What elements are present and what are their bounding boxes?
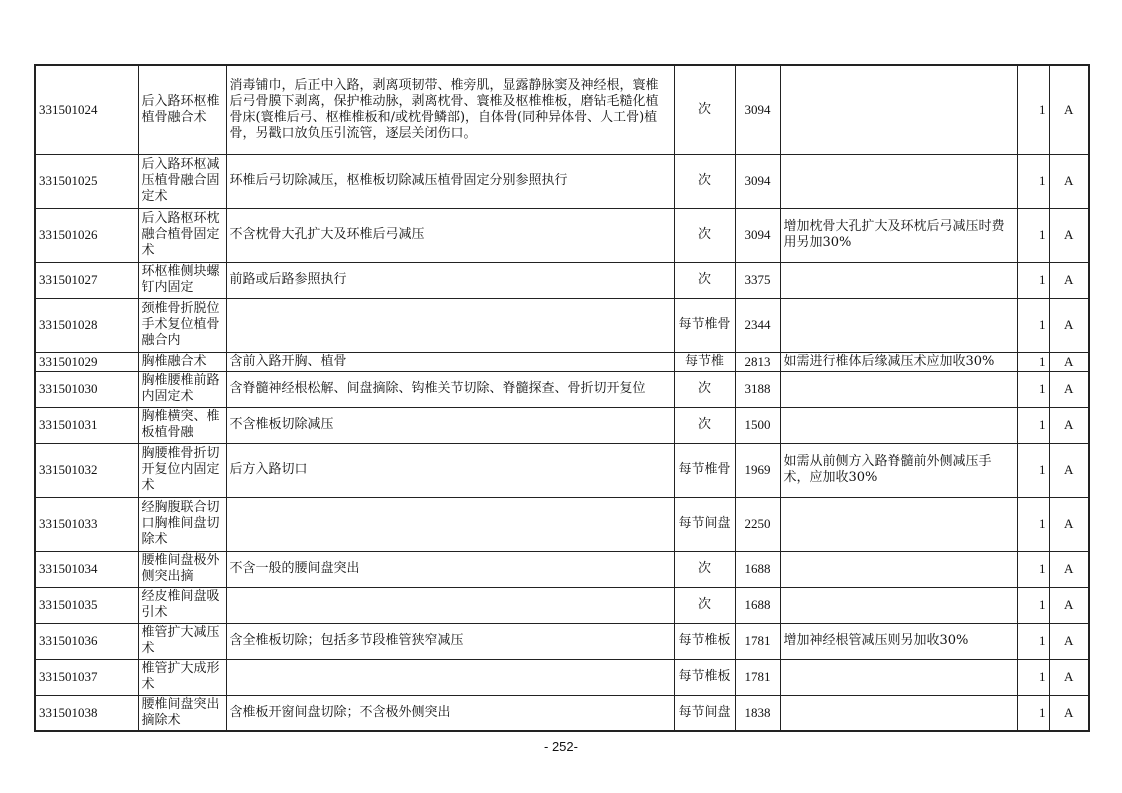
item-name: 腰椎间盘突出摘除术	[138, 695, 226, 731]
item-code: 331501026	[35, 208, 138, 262]
item-price: 1781	[735, 623, 780, 659]
item-note	[780, 262, 1017, 298]
item-grade: A	[1049, 659, 1089, 695]
item-content	[226, 298, 674, 352]
item-note	[780, 371, 1017, 407]
item-grade: A	[1049, 262, 1089, 298]
item-count: 1	[1017, 659, 1049, 695]
item-note	[780, 407, 1017, 443]
table-row	[35, 298, 1089, 352]
table-row	[35, 623, 1089, 659]
table-row	[35, 551, 1089, 587]
item-note: 增加枕骨大孔扩大及环枕后弓减压时费用另加30%	[780, 208, 1017, 262]
item-note	[780, 497, 1017, 551]
item-price: 1969	[735, 443, 780, 497]
item-note	[780, 154, 1017, 208]
item-count: 1	[1017, 298, 1049, 352]
table-row	[35, 443, 1089, 497]
item-count: 1	[1017, 371, 1049, 407]
item-note	[780, 587, 1017, 623]
item-note	[780, 659, 1017, 695]
item-unit: 次	[674, 551, 735, 587]
item-code: 331501031	[35, 407, 138, 443]
item-count: 1	[1017, 352, 1049, 371]
item-name: 经胸腹联合切口胸椎间盘切除术	[138, 497, 226, 551]
item-note: 如需从前侧方入路脊髓前外侧减压手术，应加收30%	[780, 443, 1017, 497]
item-price: 2813	[735, 352, 780, 371]
item-count: 1	[1017, 443, 1049, 497]
item-code: 331501027	[35, 262, 138, 298]
item-name: 后入路环枢椎植骨融合术	[138, 65, 226, 154]
item-grade: A	[1049, 407, 1089, 443]
item-count: 1	[1017, 551, 1049, 587]
item-content: 不含一般的腰间盘突出	[226, 551, 674, 587]
item-content: 前路或后路参照执行	[226, 262, 674, 298]
fee-table	[34, 64, 1090, 732]
item-grade: A	[1049, 551, 1089, 587]
item-content: 消毒铺巾，后正中入路，剥离项韧带、椎旁肌，显露静脉窦及神经根，寰椎后弓骨膜下剥离，保护椎动脉，剥离枕骨、寰椎及枢椎椎板，磨钻毛糙化植骨床(寰椎后弓、枢椎椎板和/或枕骨鳞部)，自体骨(同种异体骨、人工骨)植骨，另戳口放负压引流管，逐层关闭伤口。	[226, 65, 674, 154]
item-name: 后入路环枢减压植骨融合固定术	[138, 154, 226, 208]
item-grade: A	[1049, 443, 1089, 497]
item-content: 含脊髓神经根松解、间盘摘除、钩椎关节切除、脊髓探查、骨折切开复位	[226, 371, 674, 407]
item-price: 1500	[735, 407, 780, 443]
table-row	[35, 208, 1089, 262]
item-count: 1	[1017, 407, 1049, 443]
item-count: 1	[1017, 497, 1049, 551]
item-name: 胸椎融合术	[138, 352, 226, 371]
item-price: 1688	[735, 587, 780, 623]
item-content: 不含椎板切除减压	[226, 407, 674, 443]
item-code: 331501034	[35, 551, 138, 587]
item-name: 后入路枢环枕融合植骨固定术	[138, 208, 226, 262]
item-code: 331501038	[35, 695, 138, 731]
item-content: 后方入路切口	[226, 443, 674, 497]
item-unit: 次	[674, 371, 735, 407]
item-note	[780, 695, 1017, 731]
item-content	[226, 497, 674, 551]
item-name: 胸椎横突、椎板植骨融	[138, 407, 226, 443]
table-row	[35, 587, 1089, 623]
item-price: 2250	[735, 497, 780, 551]
item-count: 1	[1017, 587, 1049, 623]
item-unit: 次	[674, 587, 735, 623]
item-code: 331501037	[35, 659, 138, 695]
item-unit: 每节椎骨	[674, 443, 735, 497]
item-grade: A	[1049, 352, 1089, 371]
item-code: 331501029	[35, 352, 138, 371]
item-unit: 次	[674, 262, 735, 298]
item-grade: A	[1049, 497, 1089, 551]
item-note: 如需进行椎体后缘减压术应加收30%	[780, 352, 1017, 371]
item-price: 1838	[735, 695, 780, 731]
item-count: 1	[1017, 208, 1049, 262]
item-count: 1	[1017, 623, 1049, 659]
item-unit: 每节椎板	[674, 659, 735, 695]
item-price: 1688	[735, 551, 780, 587]
item-unit: 次	[674, 208, 735, 262]
table-row	[35, 154, 1089, 208]
item-code: 331501033	[35, 497, 138, 551]
item-note	[780, 298, 1017, 352]
item-name: 颈椎骨折脱位手术复位植骨融合内	[138, 298, 226, 352]
item-code: 331501030	[35, 371, 138, 407]
table-row	[35, 407, 1089, 443]
table-row	[35, 695, 1089, 731]
item-price: 1781	[735, 659, 780, 695]
item-unit: 每节椎板	[674, 623, 735, 659]
item-grade: A	[1049, 371, 1089, 407]
item-price: 3094	[735, 65, 780, 154]
item-code: 331501032	[35, 443, 138, 497]
item-unit: 次	[674, 65, 735, 154]
item-unit: 每节椎骨	[674, 298, 735, 352]
item-price: 3188	[735, 371, 780, 407]
item-grade: A	[1049, 65, 1089, 154]
item-name: 环枢椎侧块螺钉内固定	[138, 262, 226, 298]
page-number: - 252-	[544, 739, 578, 754]
item-unit: 次	[674, 407, 735, 443]
table-row	[35, 659, 1089, 695]
item-price: 3094	[735, 154, 780, 208]
item-price: 3375	[735, 262, 780, 298]
item-grade: A	[1049, 298, 1089, 352]
item-content	[226, 587, 674, 623]
item-content	[226, 659, 674, 695]
item-code: 331501036	[35, 623, 138, 659]
table-row	[35, 352, 1089, 371]
item-name: 椎管扩大减压术	[138, 623, 226, 659]
item-code: 331501025	[35, 154, 138, 208]
table-row	[35, 371, 1089, 407]
item-count: 1	[1017, 154, 1049, 208]
item-unit: 每节椎	[674, 352, 735, 371]
item-unit: 次	[674, 154, 735, 208]
item-grade: A	[1049, 587, 1089, 623]
item-code: 331501028	[35, 298, 138, 352]
item-content: 含全椎板切除；包括多节段椎管狭窄减压	[226, 623, 674, 659]
item-price: 3094	[735, 208, 780, 262]
table-row	[35, 65, 1089, 154]
item-note: 增加神经根管减压则另加收30%	[780, 623, 1017, 659]
item-name: 胸腰椎骨折切开复位内固定术	[138, 443, 226, 497]
item-content: 不含枕骨大孔扩大及环椎后弓减压	[226, 208, 674, 262]
item-note	[780, 65, 1017, 154]
item-count: 1	[1017, 262, 1049, 298]
item-name: 胸椎腰椎前路内固定术	[138, 371, 226, 407]
item-name: 椎管扩大成形术	[138, 659, 226, 695]
item-count: 1	[1017, 65, 1049, 154]
item-name: 经皮椎间盘吸引术	[138, 587, 226, 623]
item-price: 2344	[735, 298, 780, 352]
table-row	[35, 262, 1089, 298]
table-row	[35, 497, 1089, 551]
item-name: 腰椎间盘极外侧突出摘	[138, 551, 226, 587]
item-note	[780, 551, 1017, 587]
item-content: 环椎后弓切除减压，枢椎板切除减压植骨固定分别参照执行	[226, 154, 674, 208]
item-count: 1	[1017, 695, 1049, 731]
item-code: 331501035	[35, 587, 138, 623]
item-code: 331501024	[35, 65, 138, 154]
item-grade: A	[1049, 623, 1089, 659]
item-grade: A	[1049, 208, 1089, 262]
item-unit: 每节间盘	[674, 497, 735, 551]
item-grade: A	[1049, 695, 1089, 731]
item-unit: 每节间盘	[674, 695, 735, 731]
item-content: 含前入路开胸、植骨	[226, 352, 674, 371]
item-grade: A	[1049, 154, 1089, 208]
item-content: 含椎板开窗间盘切除；不含极外侧突出	[226, 695, 674, 731]
